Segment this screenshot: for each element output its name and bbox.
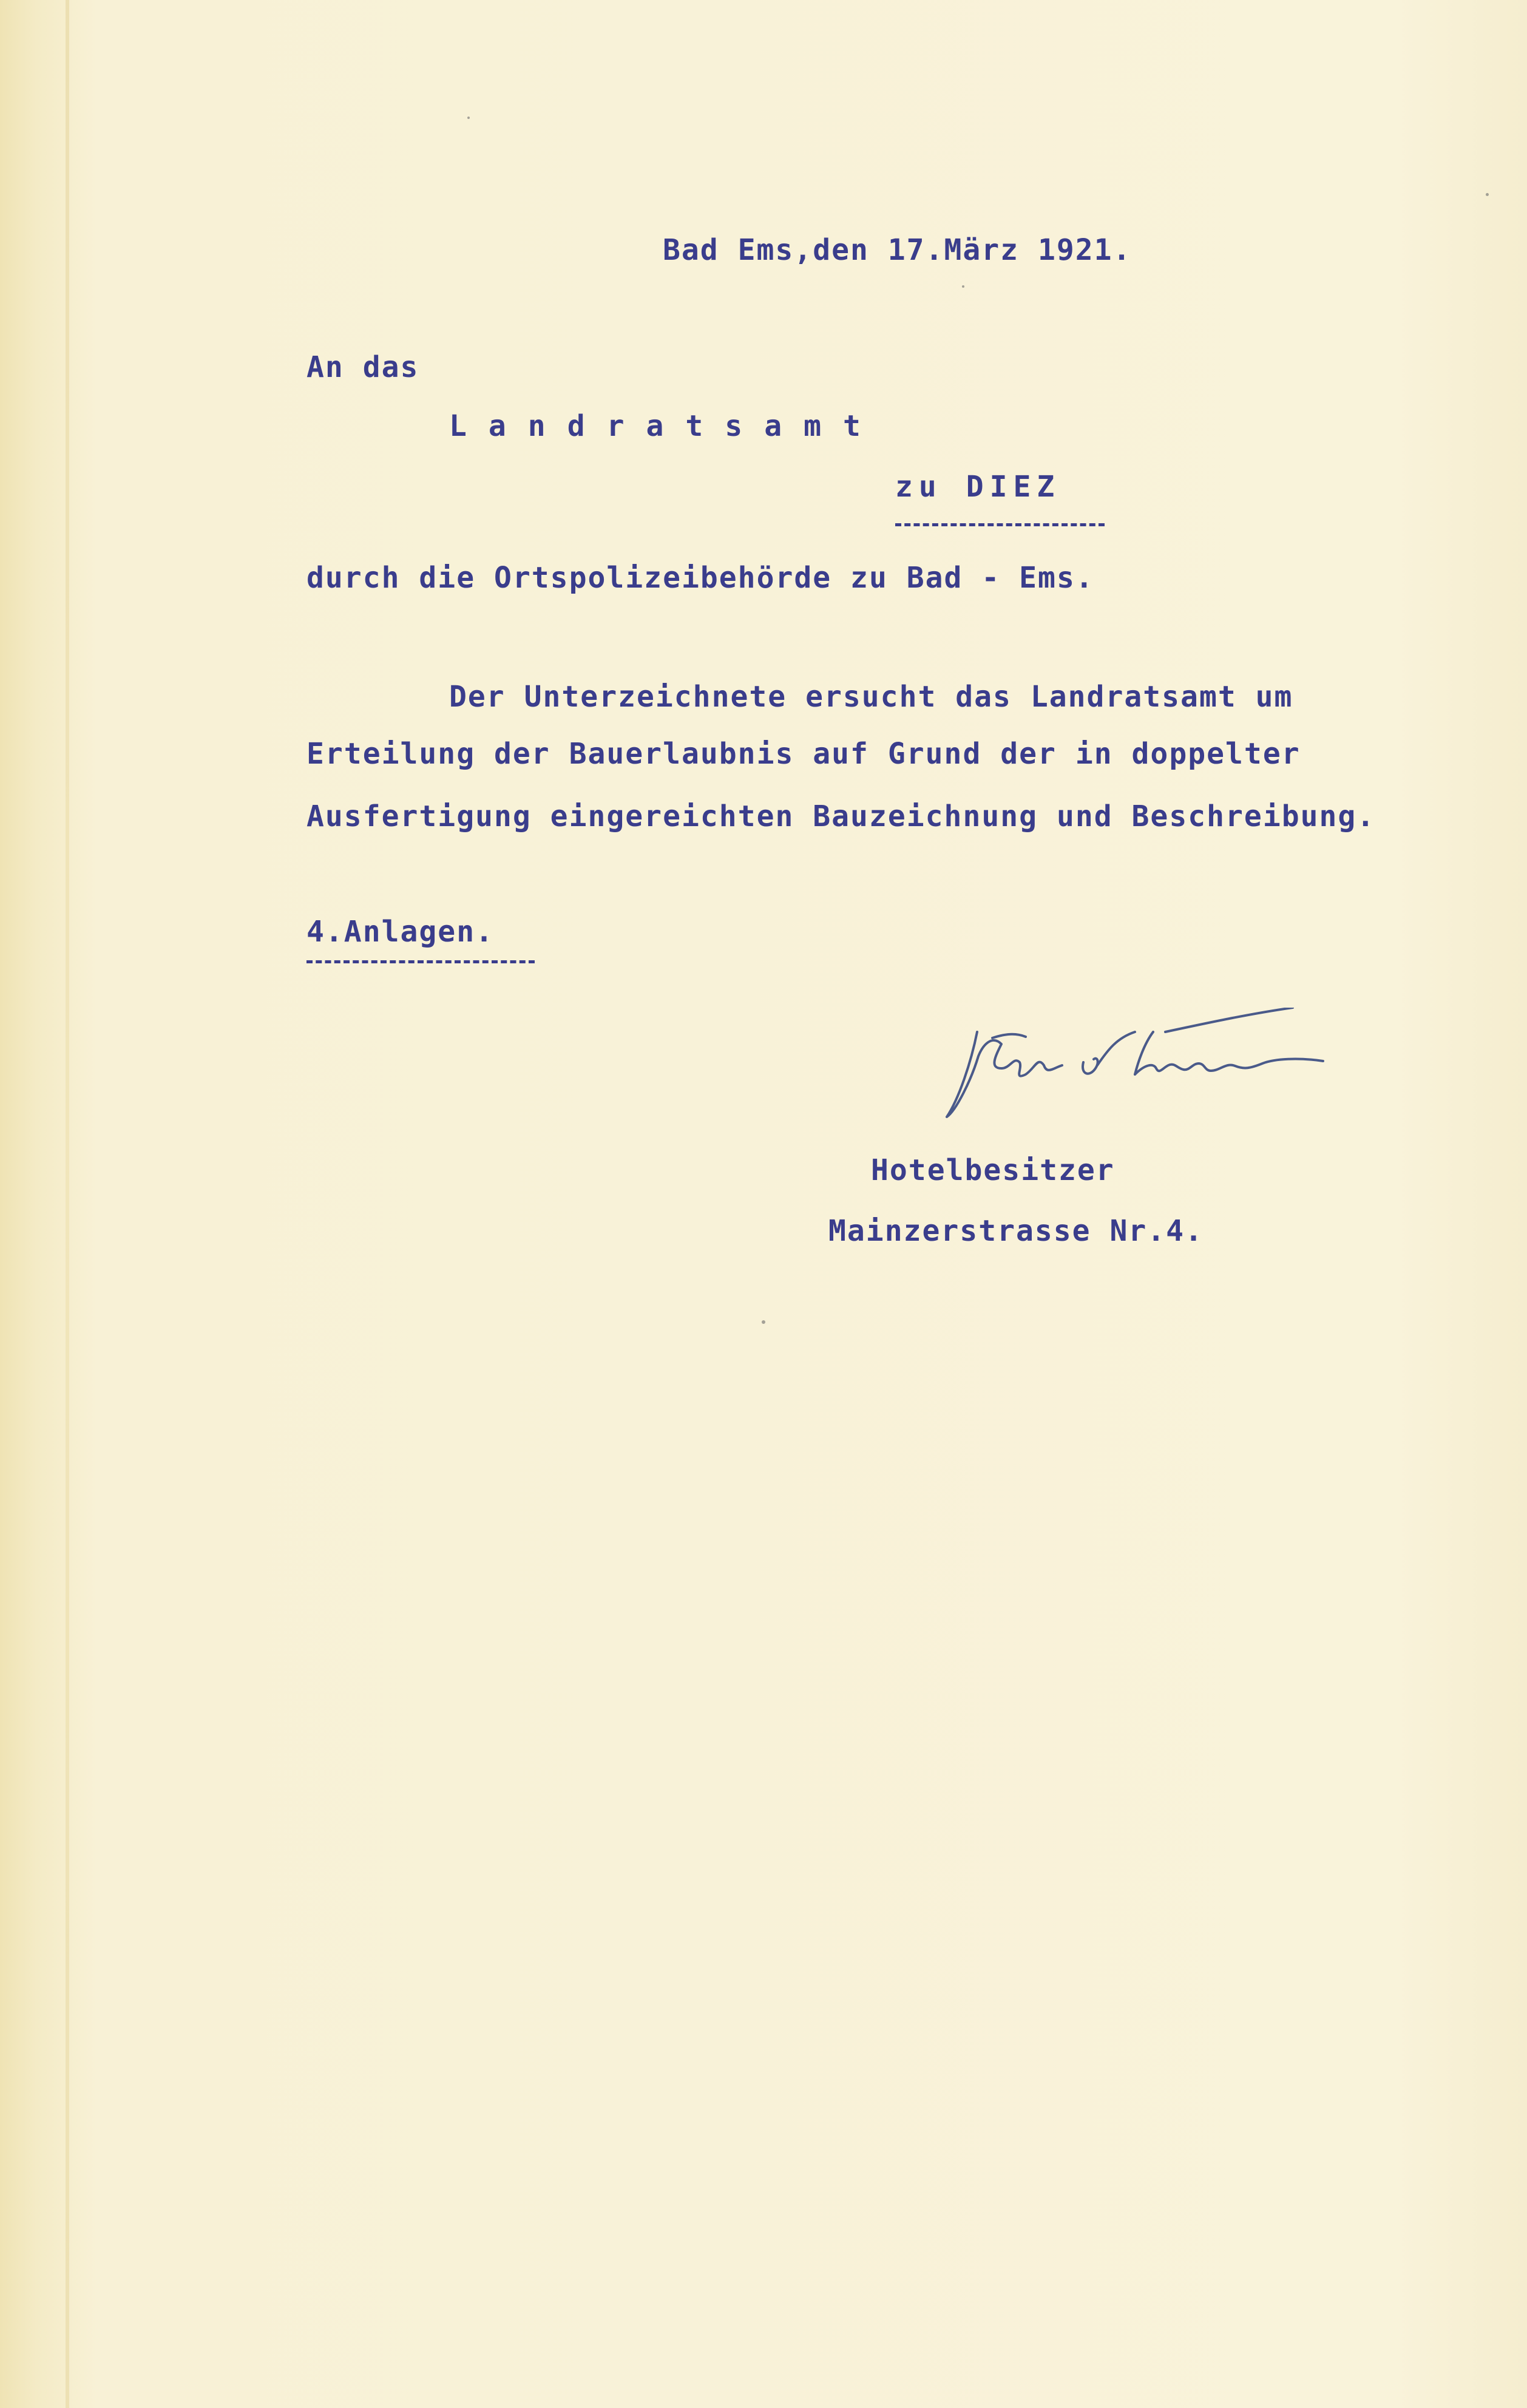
recipient-location: zu DIEZ <box>895 470 1061 504</box>
routing-line: durch die Ortspolizeibehörde zu Bad - Ems. <box>306 561 1094 595</box>
paper-fold-edge <box>66 0 69 2408</box>
handwritten-signature <box>935 1008 1359 1129</box>
sender-address: Mainzerstrasse Nr.4. <box>828 1214 1204 1248</box>
paper-speck <box>962 285 964 288</box>
salutation: An das <box>306 350 419 384</box>
date-line: Bad Ems,den 17.März 1921. <box>663 233 1132 267</box>
recipient-underline <box>895 523 1105 526</box>
recipient: Landratsamt <box>449 409 882 443</box>
body-line-3: Ausfertigung eingereichten Bauzeichnung und Beschreibung. <box>306 799 1376 833</box>
paper-speck <box>762 1320 765 1324</box>
enclosures-underline <box>306 960 535 963</box>
paper-speck <box>1486 193 1489 196</box>
enclosures: 4.Anlagen. <box>306 915 494 949</box>
paper-speck <box>467 117 470 119</box>
body-line-1: Der Unterzeichnete ersucht das Landratsamt um <box>449 680 1293 714</box>
body-line-2: Erteilung der Bauerlaubnis auf Grund der in doppelter <box>306 737 1301 771</box>
sender-title: Hotelbesitzer <box>871 1153 1115 1187</box>
